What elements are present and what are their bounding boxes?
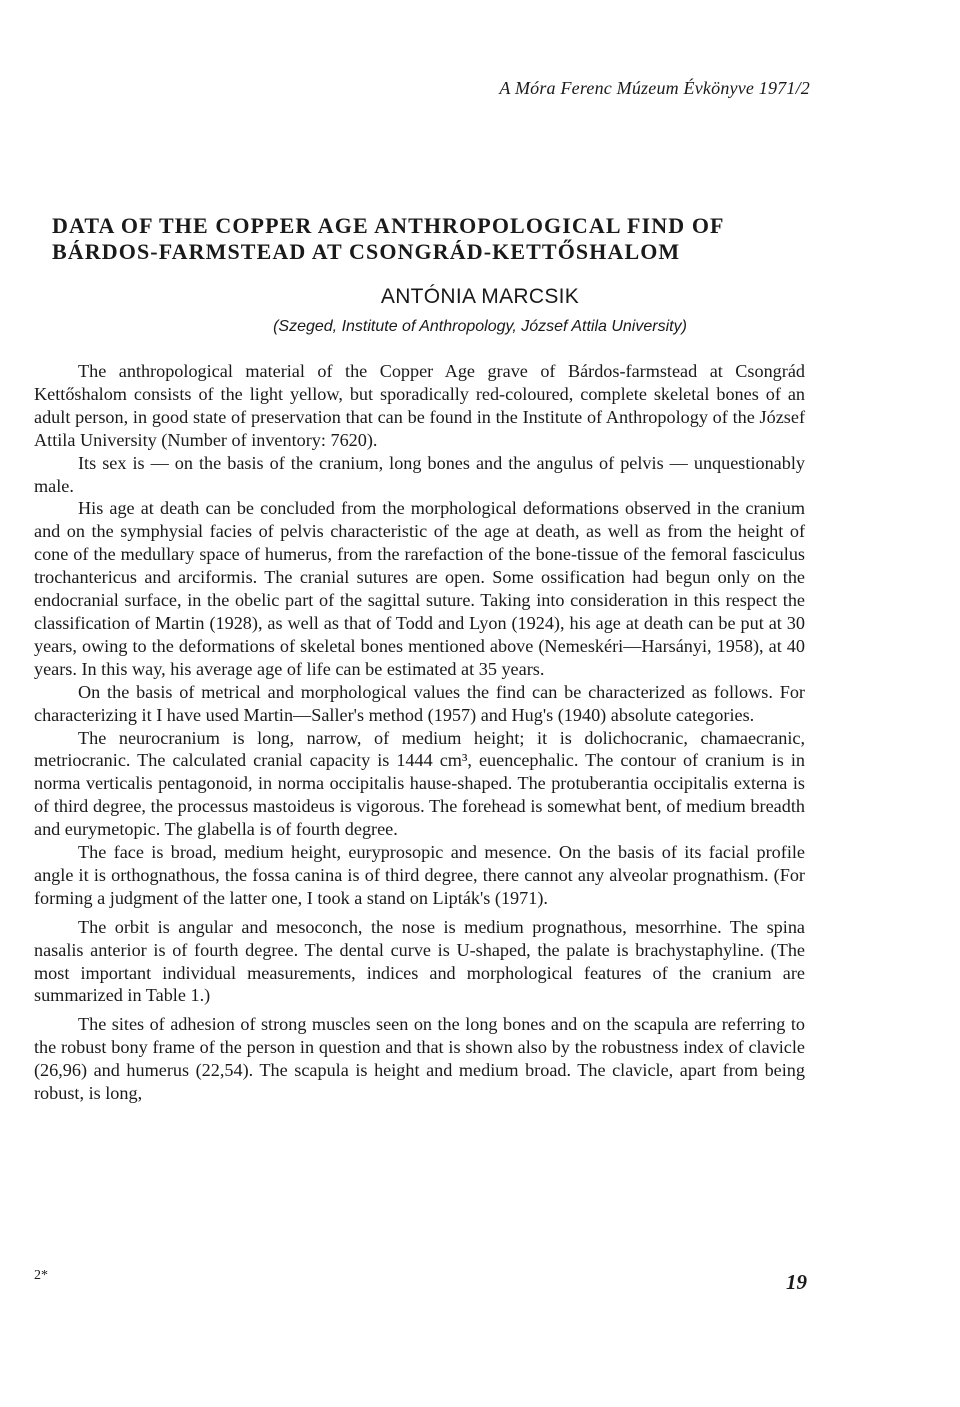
- paragraph-7: The orbit is angular and mesoconch, the nose is medium prognathous, mesorrhine. The spina nasalis anterior is of fourth degree. The dental curve is U-shaped, the palate is brachystaphyline. (The most important individual measurements, indices and morphological features of the cranium are summarized in Table 1.): [34, 916, 805, 1006]
- paragraph-1: The anthropological material of the Copper Age grave of Bárdos-farmstead at Csongrád Kettőshalom consists of the light yellow, but sporadically red-coloured, complete skeletal bones of an adult person, in good state of preservation that can be found in the Institute of Anthropology of the József Attila University (Number of inventory: 7620).: [34, 361, 805, 450]
- article-title-line-1: DATA OF THE COPPER AGE ANTHROPOLOGICAL FIND OF: [52, 213, 725, 238]
- author-name: ANTÓNIA MARCSIK: [380, 285, 580, 308]
- paragraph-2: Its sex is — on the basis of the cranium, long bones and the angulus of pelvis — unquestionably male.: [34, 452, 805, 496]
- article-body: [34, 360, 805, 1105]
- paragraph-4: On the basis of metrical and morphological values the find can be characterized as follows. For characterizing it I have used Martin—Saller's method (1957) and Hug's (1940) absolute categories.: [34, 681, 805, 725]
- signature-mark: 2*: [34, 1268, 48, 1283]
- author-affiliation: (Szeged, Institute of Anthropology, József Attila University): [273, 318, 687, 335]
- running-header: A Móra Ferenc Múzeum Évkönyve 1971/2: [499, 78, 810, 98]
- paragraph-3: His age at death can be concluded from the morphological deformations observed in the cranium and on the symphysial facies of pelvis characteristic of the age at death, as well as from the height of cone of the medullary space of humerus, from the rarefaction of the bone-tissue of the femoral fasciculus trochantericus and arciformis. The cranial sutures are open. Some ossification had begun only on the endocranial surface, in the obelic part of the sagittal suture. Taking into consideration in this respect the classification of Martin (1928), as well as that of Todd and Lyon (1924), his age at death can be put at 30 years, owing to the deformations of skeletal bones mentioned above (Nemeskéri—Harsányi, 1958), at 40 years. In this way, his average age of life can be estimated at 35 years.: [34, 498, 805, 679]
- article-title: [52, 213, 872, 265]
- paragraph-8: The sites of adhesion of strong muscles seen on the long bones and on the scapula are referring to the robust bony frame of the person in question and that is shown also by the robustness index of clavicle (26,96) and humerus (22,54). The scapula is height and medium broad. The clavicle, apart from being robust, is long,: [34, 1014, 805, 1104]
- article-title-line-2: BÁRDOS-FARMSTEAD AT CSONGRÁD-KETTŐSHALOM: [52, 239, 681, 264]
- paragraph-6: The face is broad, medium height, euryprosopic and mesence. On the basis of its facial profile angle it is orthognathous, the fossa canina is of third degree, there cannot any alveolar prognathism. (For forming a judgment of the latter one, I took a stand on Lipták's (1971).: [34, 842, 805, 908]
- paragraph-5: The neurocranium is long, narrow, of medium height; it is dolichocranic, chamaecranic, metriocranic. The calculated cranial capacity is 1444 cm³, euencephalic. The contour of cranium is in norma verticalis pentagonoid, in norma occipitalis hause-shaped. The protuberantia occipitalis externa is of third degree, the processus mastoideus is vigorous. The forehead is somewhat bent, of medium breadth and eurymetopic. The glabella is of fourth degree.: [34, 727, 805, 840]
- page-number: 19: [786, 1270, 807, 1294]
